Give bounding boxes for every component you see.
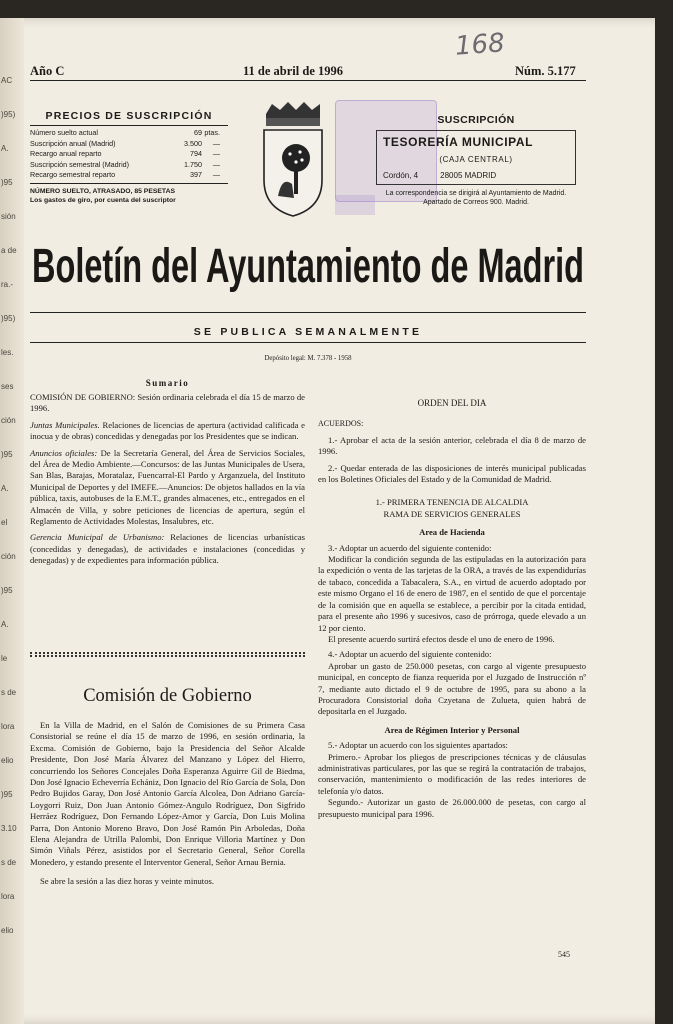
- edge-fragment: ción: [1, 552, 16, 561]
- acuerdos-label: ACUERDOS:: [318, 419, 364, 429]
- hacienda-heading: Area de Hacienda: [419, 527, 485, 538]
- issue-number: Núm. 5.177: [515, 64, 576, 78]
- comision-body: [30, 720, 305, 888]
- price-value: 794: [190, 149, 202, 158]
- back-issue-note: NÚMERO SUELTO, ATRASADO, 85 PESETAS: [30, 187, 176, 195]
- price-value: 3.500: [184, 138, 202, 148]
- divider-dots-2: [30, 655, 305, 657]
- library-stamp-fragment: [335, 195, 375, 215]
- summary-item-lead: Juntas Municipales.: [30, 419, 100, 430]
- treasury-name: TESORERÍA MUNICIPAL: [383, 135, 534, 149]
- edge-fragment: ción: [1, 416, 16, 425]
- correspondence-note: La correspondencia se dirigirá al Ayuntamiento de Madrid. Apartado de Correos 900. Madrid.: [385, 190, 567, 206]
- treasury-block: [376, 114, 576, 207]
- subscription-table: [30, 125, 228, 184]
- legal-deposit: Depósito legal: M. 7.378 - 1958: [264, 355, 352, 362]
- edge-fragment: elio: [1, 926, 14, 935]
- acuerdo-4-text: Aprobar un gasto de 250.000 pesetas, con cargo al vigente presupuesto municipal, en concepto de fianza requerida por el Juzgado de Instrucción nº 7, mediante auto dictado el 9 de octubre de 1995, para su abono a la Procuradora Consistorial doña Czyetana de Zulueta, quien habrá de depositarla en el Juzgado.: [318, 660, 586, 717]
- edge-fragment: le: [1, 654, 8, 663]
- subscription-row: [30, 149, 228, 160]
- subscription-row: [30, 170, 228, 181]
- issue-date: 11 de abril de 1996: [243, 64, 344, 78]
- edge-fragment: )95): [1, 110, 16, 119]
- comision-title: Comisión de Gobierno: [83, 686, 252, 706]
- summary-item: [30, 448, 305, 528]
- page-number: 545: [558, 950, 570, 959]
- comision-opening: Se abre la sesión a las diez horas y veinte minutos.: [40, 876, 214, 887]
- edge-fragment: )95: [1, 178, 13, 187]
- comision-paragraph: En la Villa de Madrid, en el Salón de Comisiones de su Primera Casa Consistorial se reúne el día 15 de marzo de 1996, en sesión ordinaria, la Excma. Comisión de Gobierno, bajo la Presidencia del Señor Alcalde Presidente, Don José María Álvarez del Manzano y López del Hierro, concurriendo los Señores Concejales Doña Esperanza Aguirre Gil de Biedma, Don José Ignacio Echeverría Echániz, Don Ignacio del Río García de Sola, Don Pedro Bujidos Garay, Don José Antonio García Alcolea, Don Adriano García-Loygorri Ruiz, Don Juan Antonio Gómez-Angulo Rodríguez, Don Sigfrido Herráez Rodríguez, Don Fernando López-Amor y García, Don Luis Molina Parra, Don Antonio Moreno Bravo, Don José Ramón Pin Arboledas, Doña Elena Alejandra de Utrilla Palombi, Don Enrique Villoria Martínez y Don Simón Viñals Pérez, asistidos por el Secretario General, Señor Corella Monedero, y estando presente el Interventor General, Señor Arnau Bernia.: [30, 720, 305, 867]
- edge-fragment: elio: [1, 756, 14, 765]
- edge-fragment: )95: [1, 586, 13, 595]
- summary-item-lead: COMISIÓN DE GOBIERNO:: [30, 392, 136, 402]
- acuerdo-5-second: Segundo.- Autorizar un gasto de 26.000.000 de pesetas, con cargo al presupuesto municipal para 1996.: [318, 797, 586, 819]
- edge-fragment: 3.10: [1, 824, 17, 833]
- edge-fragment: les.: [1, 348, 14, 357]
- edge-fragment: AC: [1, 76, 13, 85]
- edge-fragment: lora: [1, 722, 15, 731]
- masthead: [28, 232, 588, 292]
- edge-fragment: ses: [1, 382, 14, 391]
- edge-fragment: lora: [1, 892, 15, 901]
- summary-item: [30, 420, 305, 443]
- price-unit: —: [212, 149, 220, 158]
- price-label: Recargo semestral reparto: [30, 170, 116, 179]
- acuerdo-3-effect: El presente acuerdo surtirá efectos desde el uno de enero de 1996.: [328, 633, 555, 644]
- weekly-banner: SE PUBLICA SEMANALMENTE: [193, 326, 423, 338]
- acuerdo-5-first: Primero.- Aprobar los pliegos de prescripciones técnicas y de cláusulas administrativas particulares, por las que se regirá la contratación de trabajos, conservación, mantenimiento o modificación de las redes interiores de telefonía y/o datos.: [318, 751, 586, 796]
- price-label: Suscripción semestral (Madrid): [30, 159, 130, 169]
- subscription-title: PRECIOS DE SUSCRIPCIÓN: [45, 110, 213, 122]
- price-value: 397: [190, 170, 202, 179]
- acuerdo-5: 5.- Adoptar un acuerdo con los siguientes apartados:: [328, 740, 508, 751]
- edge-fragment: A.: [1, 144, 9, 153]
- treasury-address-box: [376, 130, 576, 185]
- postage-note: Los gastos de giro, por cuenta del suscriptor: [30, 196, 176, 204]
- price-unit: —: [212, 159, 220, 169]
- price-unit: —: [212, 170, 220, 179]
- subscription-row: [30, 139, 228, 150]
- summary-item-lead: Gerencia Municipal de Urbanismo:: [30, 532, 165, 543]
- edge-fragment: s de: [1, 688, 17, 697]
- acuerdo-1: 1.- Aprobar el acta de la sesión anterior, celebrada el día 8 de marzo de 1996.: [318, 434, 586, 457]
- summary-item-text: Relaciones de licencias urbanísticas (concedidas y denegadas), de actividades e instalaciones (concedidas y denegadas) y de expedientes para información pública.: [30, 532, 305, 566]
- edge-fragment: )95): [1, 314, 16, 323]
- subscription-prices: [30, 110, 228, 205]
- madrid-coat-of-arms-icon: [258, 100, 328, 220]
- masthead-rule-top: [30, 312, 586, 313]
- price-label: Recargo anual reparto: [30, 149, 102, 158]
- edge-fragment: el: [1, 518, 8, 527]
- handwritten-number: 168: [454, 28, 506, 62]
- price-label: Suscripción anual (Madrid): [30, 138, 116, 148]
- regimen-heading: Area de Régimen Interior y Personal: [384, 724, 520, 735]
- header-rule: [30, 80, 586, 81]
- summary-item-lead: Anuncios oficiales:: [30, 447, 98, 458]
- price-label: Número suelto actual: [30, 128, 98, 137]
- masthead-title: Boletín del Ayuntamiento de Madrid: [32, 240, 584, 292]
- summary-title: Sumario: [145, 378, 190, 388]
- acuerdo-3-text: Modificar la condición segunda de las estipuladas en la autorización para la expedición o venta de las tarjetas de la ORA, a través de las expendidurías de tabaco, concedida a Tabacalera, S.A., en virtud de acuerdo adoptado por este mismo Organo el 16 de enero de 1987, en el sentido de que el porcentaje de la comisión que en aquella se establece, a percibir por la citada entidad, para el presente año 1996 y sucesivos, caso de prórroga, quede elevado a un 12 por ciento.: [318, 554, 586, 633]
- edge-fragment: )95: [1, 790, 13, 799]
- edge-fragment: )95: [1, 450, 13, 459]
- treasury-heading: SUSCRIPCIÓN: [437, 114, 515, 126]
- edge-fragment: A.: [1, 484, 9, 493]
- acuerdo-4: 4.- Adoptar un acuerdo del siguiente contenido:: [328, 649, 492, 660]
- previous-page-edge: [0, 18, 24, 1024]
- section-heading-2: RAMA DE SERVICIOS GENERALES: [383, 508, 521, 519]
- treasury-street: Cordón, 4: [383, 171, 419, 180]
- masthead-rule-bottom: [30, 342, 586, 343]
- summary-item-text: De la Secretaría General, del Área de Servicios Sociales, del Área de Medio Ambiente.—Concursos: de las Juntas Municipales de Usera, San Blas, Barajas, Moratalaz, Fuencarral-El Pardo y Arganzuela, del Instituto Municipal de Deportes y del IMEFE.—Anuncios: De objetos hallados en la vía pública, taxis, autobuses de la E.M.T., grandes almacenes, etc., entregados en el Almacén de Villa, y sobre peticiones de licencias de apertura, según el Reglamento de Actividades Molestas, Insalubres, etc.: [30, 447, 305, 527]
- treasury-sub: (CAJA CENTRAL): [439, 155, 513, 164]
- section-heading-1: 1.- PRIMERA TENENCIA DE ALCALDIA: [375, 497, 529, 508]
- edge-fragment: ra.-: [1, 280, 13, 289]
- year-label: Año C: [30, 64, 65, 78]
- edge-fragment: a de: [1, 246, 17, 255]
- orden-column: [318, 398, 586, 820]
- divider-dots: [30, 652, 305, 654]
- subscription-row: [30, 128, 228, 139]
- subscription-row: [30, 160, 228, 171]
- price-value: 69: [194, 128, 202, 137]
- summary-item-text: Sesión ordinaria celebrada el día 15 de marzo de 1996.: [30, 392, 305, 414]
- acuerdo-3: 3.- Adoptar un acuerdo del siguiente contenido:: [328, 542, 492, 553]
- edge-fragment: s de: [1, 858, 17, 867]
- edge-fragment: A.: [1, 620, 9, 629]
- summary-item-text: Relaciones de licencias de apertura (actividad calificada e inocua y de obras) concedidas y denegadas por los Presidentes que se indican.: [30, 419, 306, 442]
- price-unit: —: [212, 138, 220, 148]
- edge-fragment: sión: [1, 212, 16, 221]
- summary-item: [30, 532, 305, 566]
- summary-list: [30, 392, 305, 567]
- acuerdo-2: 2.- Quedar enterada de las disposiciones de interés municipal publicadas en los Boletines Oficiales del Estado y de la Comunidad de Madrid.: [318, 462, 586, 485]
- summary-item: [30, 392, 305, 415]
- price-unit: ptas.: [204, 128, 220, 137]
- price-value: 1.750: [184, 159, 202, 169]
- orden-title: ORDEN DEL DIA: [417, 398, 487, 408]
- treasury-city: 28005 MADRID: [440, 171, 497, 180]
